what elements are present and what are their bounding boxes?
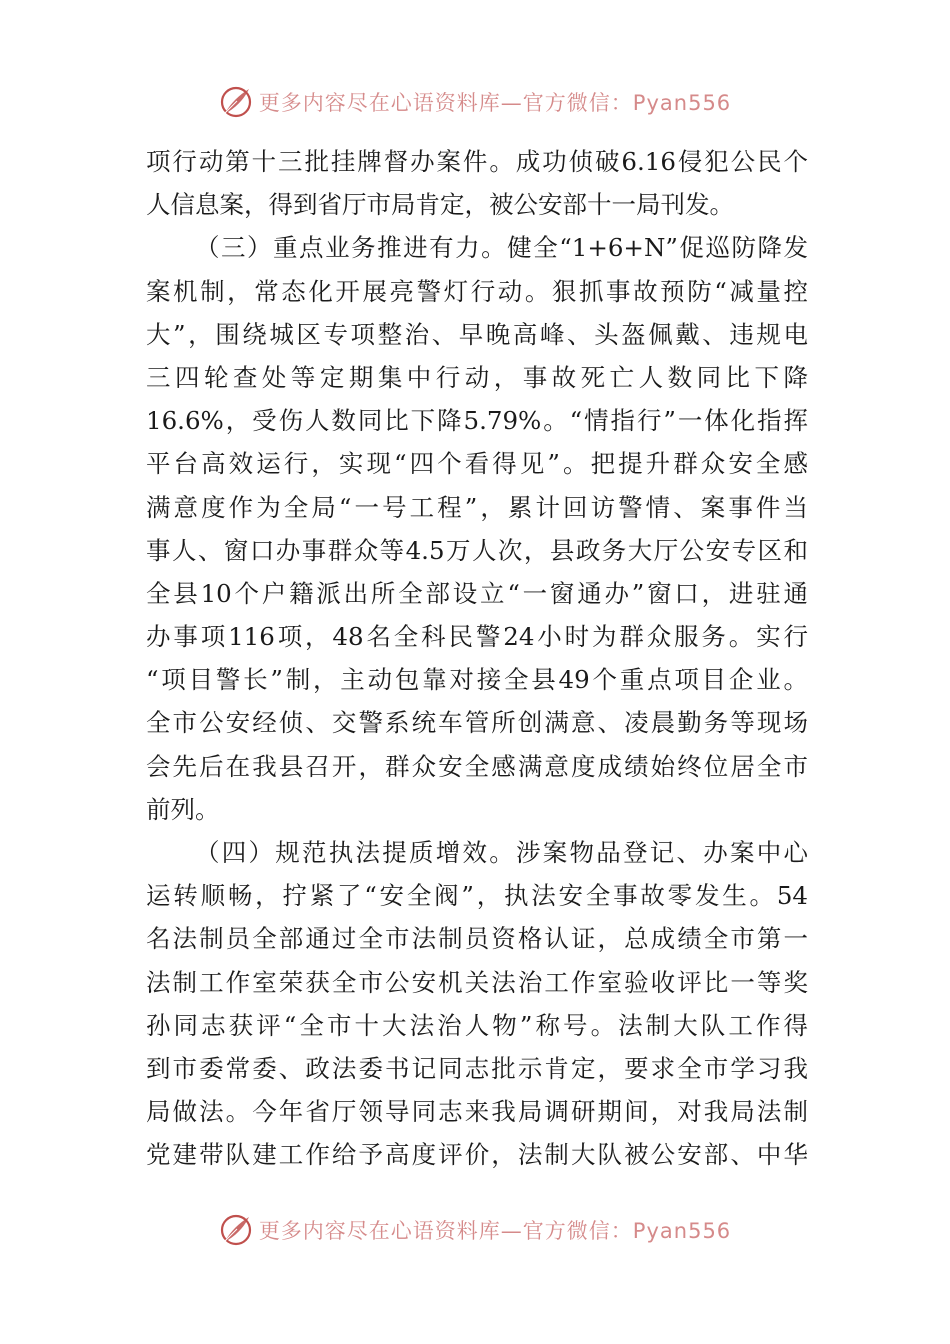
document-body [146,140,808,1177]
watermark-text: 更多内容尽在心语资料库—官方微信：Pyan556 [258,91,732,115]
text-line: 大”，围绕城区专项整治、早晚高峰、头盔佩戴、违规电 [146,319,808,349]
text-line: 案机制，常态化开展亮警灯行动。狠抓事故预防“减量控 [146,276,808,306]
text-line: “项目警长”制，主动包靠对接全县49个重点项目企业。 [146,665,808,695]
watermark-footer [0,1210,950,1250]
text-line: 满意度作为全局“一号工程”，累计回访警情、案事件当 [146,492,808,522]
text-line: 党建带队建工作给予高度评价，法制大队被公安部、中华 [146,1140,808,1170]
watermark-header [0,82,950,122]
text-line: 事人、窗口办事群众等4.5万人次，县政务大厅公安专区和 [146,535,808,565]
text-line: 人信息案，得到省厅市局肯定，被公安部十一局刊发。 [146,190,734,220]
text-line: 名法制员全部通过全市法制员资格认证，总成绩全市第一 [146,924,808,954]
section-heading-line: （四）规范执法提质增效。涉案物品登记、办案中心 [195,838,808,867]
text-line: 局做法。今年省厅领导同志来我局调研期间，对我局法制 [146,1097,808,1127]
text-line: 会先后在我县召开，群众安全感满意度成绩始终位居全市 [146,751,808,781]
text-line: 16.6%，受伤人数同比下降5.79%。“情指行”一体化指挥 [146,406,808,436]
text-line: 到市委常委、政法委书记同志批示肯定，要求全市学习我 [146,1053,808,1083]
text-line: 孙同志获评“全市十大法治人物”称号。法制大队工作得 [146,1010,808,1040]
watermark-text: 更多内容尽在心语资料库—官方微信：Pyan556 [258,1219,732,1243]
text-line: 前列。 [146,794,220,824]
text-line: 运转顺畅，拧紧了“安全阀”，执法安全事故零发生。54 [146,881,808,911]
quill-logo-icon [219,85,253,119]
text-line: 项行动第十三批挂牌督办案件。成功侦破6.16侵犯公民个 [146,147,808,176]
section-heading-line: （三）重点业务推进有力。健全“1+6+N”促巡防降发 [195,233,808,263]
text-line: 三四轮查处等定期集中行动，事故死亡人数同比下降 [146,362,808,392]
text-line: 全县10个户籍派出所全部设立“一窗通办”窗口，进驻通 [146,578,808,608]
text-line: 法制工作室荣获全市公安机关法治工作室验收评比一等奖 [146,967,808,997]
text-line: 平台高效运行，实现“四个看得见”。把提升群众安全感 [146,449,808,479]
quill-logo-icon [219,1213,253,1247]
text-line: 办事项116项，48名全科民警24小时为群众服务。实行 [146,622,808,652]
text-line: 全市公安经侦、交警系统车管所创满意、凌晨勤务等现场 [146,708,808,738]
